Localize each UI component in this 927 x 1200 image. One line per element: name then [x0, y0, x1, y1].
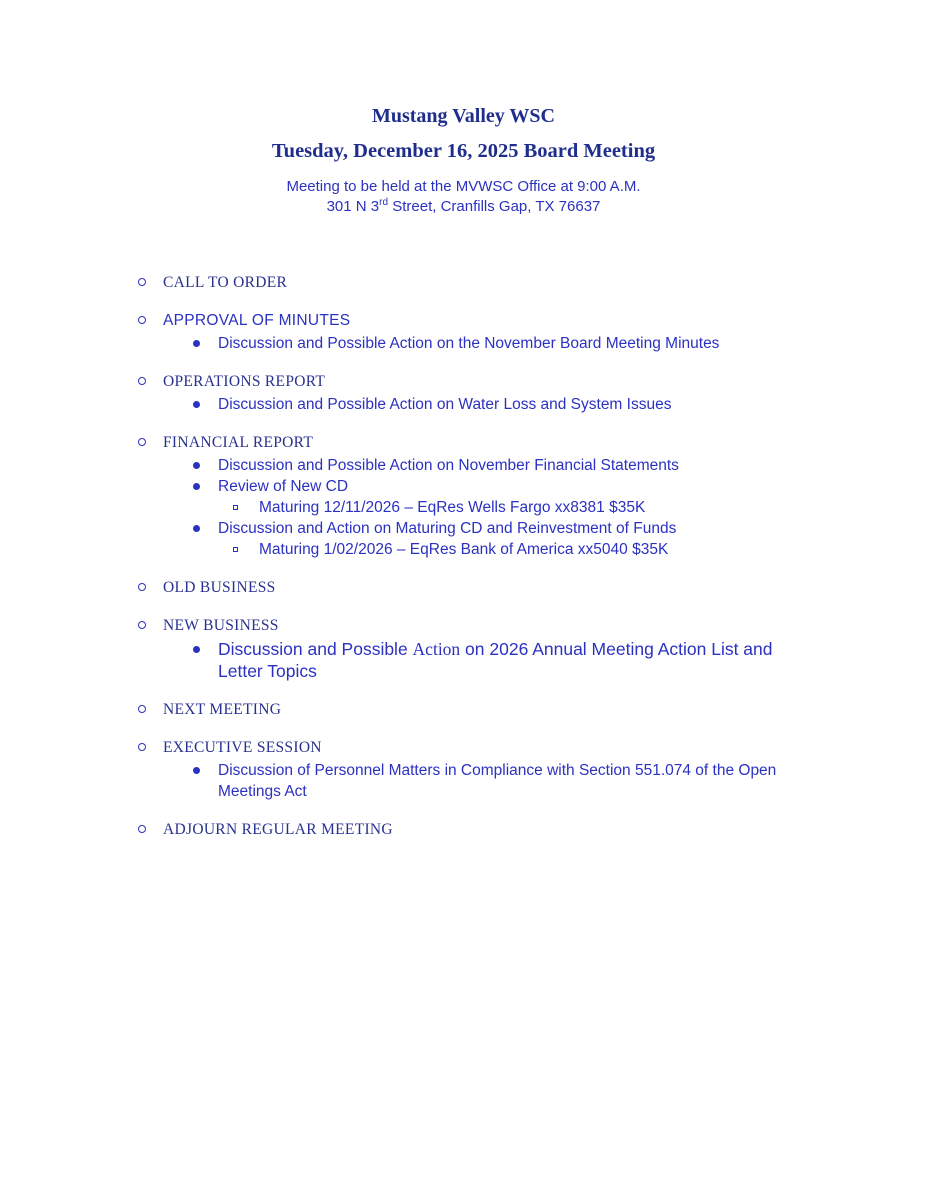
agenda-section: [136, 310, 794, 331]
disc-bullet-icon: [193, 401, 200, 408]
agenda-bullet-text: [218, 455, 679, 476]
disc-bullet-icon: [193, 760, 218, 802]
agenda-bullet-run: Discussion of Personnel Matters in Compliance with Section 551.074 of the Open Meetings Act: [218, 762, 777, 800]
address-ordinal-superscript: rd: [379, 197, 389, 208]
disc-bullet-icon: [193, 394, 218, 415]
agenda-section: [136, 737, 794, 758]
agenda-section-label: NEXT MEETING: [163, 701, 282, 718]
agenda-bullet-run: Action: [412, 639, 461, 659]
circle-bullet-icon: [136, 737, 163, 758]
agenda-section-label: EXECUTIVE SESSION: [163, 739, 322, 756]
agenda-subbullet: [136, 497, 794, 518]
agenda-section: [136, 699, 794, 720]
circle-bullet-icon: [136, 310, 163, 331]
agenda-bullet-text: [218, 518, 676, 539]
agenda-section: [136, 371, 794, 392]
disc-bullet-icon: [193, 333, 218, 354]
agenda-bullet: [136, 333, 794, 354]
disc-bullet-icon: [193, 646, 200, 653]
agenda-bullet-run: on 2026 Annual Meeting Action List and Letter Topics: [218, 639, 773, 681]
circle-bullet-icon: [138, 621, 146, 629]
agenda-section-label: APPROVAL OF MINUTES: [163, 312, 351, 329]
square-bullet-icon: [233, 497, 259, 518]
circle-bullet-icon: [136, 577, 163, 598]
agenda-bullet: [136, 760, 794, 802]
disc-bullet-icon: [193, 638, 218, 682]
agenda-bullet: [136, 455, 794, 476]
agenda-section-label: CALL TO ORDER: [163, 274, 288, 291]
agenda-list: [136, 272, 794, 840]
circle-bullet-icon: [136, 615, 163, 636]
agenda-section-label: NEW BUSINESS: [163, 617, 279, 634]
agenda-subbullet-text: Maturing 12/11/2026 – EqRes Wells Fargo xx8381 $35K: [259, 499, 646, 516]
agenda-bullet-text: [218, 638, 794, 682]
agenda-bullet-run: Review of New CD: [218, 478, 349, 495]
agenda-bullet-text: [218, 476, 348, 497]
circle-bullet-icon: [138, 583, 146, 591]
agenda-bullet: [136, 638, 794, 682]
agenda-bullet-run: Discussion and Possible Action on November Financial Statements: [218, 457, 679, 474]
document-header: [0, 0, 927, 217]
agenda-bullet: [136, 394, 794, 415]
agenda-bullet: [136, 476, 794, 497]
address-suffix: Street, Cranfills Gap, TX 76637: [388, 198, 601, 215]
agenda-subbullet-text: Maturing 1/02/2026 – EqRes Bank of America xx5040 $35K: [259, 541, 669, 558]
address-prefix: 301 N 3: [326, 198, 380, 215]
circle-bullet-icon: [138, 705, 146, 713]
disc-bullet-icon: [193, 340, 200, 347]
organization-title: Mustang Valley WSC: [371, 105, 555, 127]
circle-bullet-icon: [138, 438, 146, 446]
agenda-section: [136, 615, 794, 636]
agenda-bullet-run: Discussion and Possible Action on Water Loss and System Issues: [218, 396, 672, 413]
agenda-section: [136, 819, 794, 840]
circle-bullet-icon: [136, 819, 163, 840]
disc-bullet-icon: [193, 462, 200, 469]
circle-bullet-icon: [136, 272, 163, 293]
meeting-address-line: [0, 197, 927, 217]
agenda-section-label: FINANCIAL REPORT: [163, 434, 314, 451]
agenda-bullet-text: [218, 394, 671, 415]
circle-bullet-icon: [138, 377, 146, 385]
agenda-bullet-run: Discussion and Possible Action on the November Board Meeting Minutes: [218, 335, 720, 352]
disc-bullet-icon: [193, 767, 200, 774]
circle-bullet-icon: [138, 743, 146, 751]
agenda-section-label: OPERATIONS REPORT: [163, 373, 326, 390]
agenda-bullet-text: [218, 760, 794, 802]
agenda-section: [136, 272, 794, 293]
disc-bullet-icon: [193, 518, 218, 539]
agenda-bullet: [136, 518, 794, 539]
circle-bullet-icon: [136, 432, 163, 453]
disc-bullet-icon: [193, 455, 218, 476]
agenda-section: [136, 432, 794, 453]
agenda-bullet-run: Discussion and Action on Maturing CD and Reinvestment of Funds: [218, 520, 677, 537]
circle-bullet-icon: [138, 825, 146, 833]
meeting-title: Tuesday, December 16, 2025 Board Meeting: [271, 140, 656, 162]
agenda-subbullet: [136, 539, 794, 560]
circle-bullet-icon: [136, 371, 163, 392]
agenda-bullet-text: [218, 333, 719, 354]
agenda-section-label: ADJOURN REGULAR MEETING: [163, 821, 393, 838]
circle-bullet-icon: [138, 316, 146, 324]
agenda-section-label: OLD BUSINESS: [163, 579, 276, 596]
square-bullet-icon: [233, 547, 238, 552]
disc-bullet-icon: [193, 525, 200, 532]
circle-bullet-icon: [136, 699, 163, 720]
disc-bullet-icon: [193, 483, 200, 490]
agenda-section: [136, 577, 794, 598]
square-bullet-icon: [233, 539, 259, 560]
agenda-bullet-run: Discussion and Possible: [218, 639, 413, 659]
disc-bullet-icon: [193, 476, 218, 497]
circle-bullet-icon: [138, 278, 146, 286]
square-bullet-icon: [233, 505, 238, 510]
meeting-location-line: Meeting to be held at the MVWSC Office at 9:00 A.M.: [286, 178, 641, 195]
